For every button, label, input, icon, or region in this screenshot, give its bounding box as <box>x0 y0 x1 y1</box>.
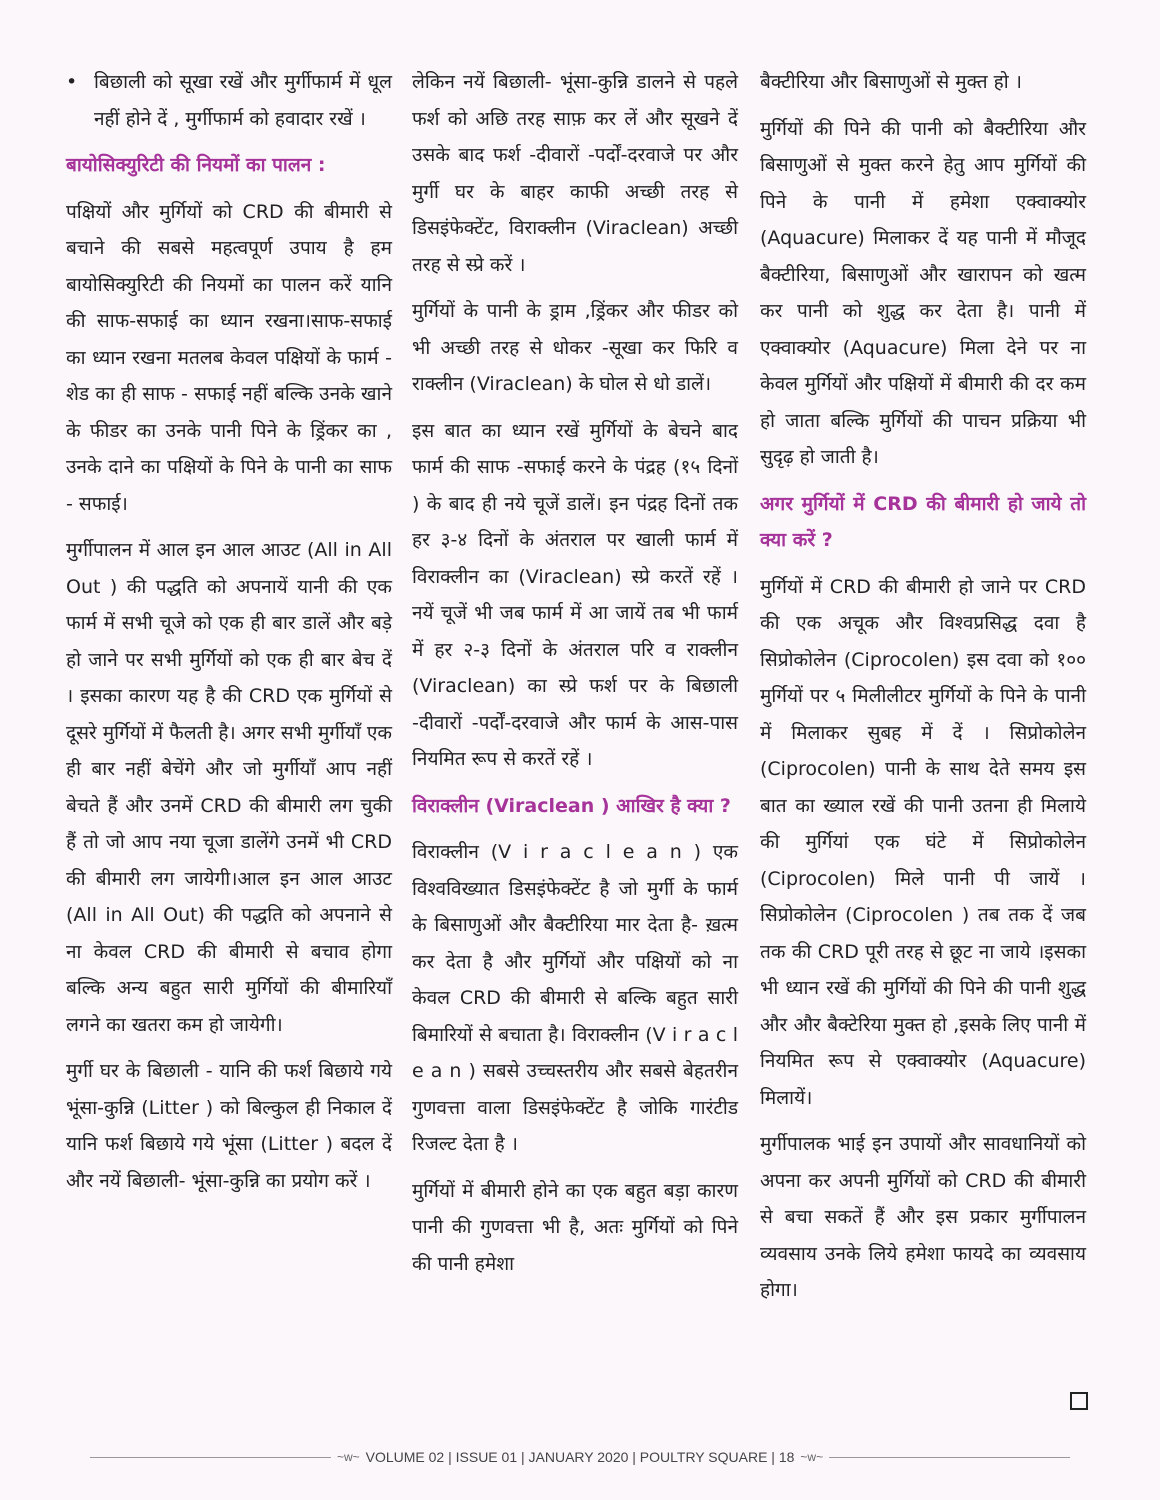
paragraph: मुर्गीपालक भाई इन उपायों और सावधानियों को अपना कर अपनी मुर्गियों को CRD की बीमारी से बचा सकतें हैं और इस प्रकार मुर्गीपालन व्यवसाय उनके लिये हमेशा फायदे का व्यवसाय होगा। <box>760 1133 1086 1301</box>
paragraph: मुर्गियों में बीमारी होने का एक बहुत बड़ा कारण पानी की गुणवत्ता भी है, अतः मुर्गियों को पिने की पानी हमेशा <box>412 1179 738 1275</box>
bullet-dot-icon: • <box>66 71 78 93</box>
bullet-text: बिछाली को सूखा रखें और मुर्गीफार्म में धूल नहीं होने दें , मुर्गीफार्म को हवादार रखें । <box>94 71 392 130</box>
column-1 <box>66 64 392 1209</box>
paragraph: इस बात का ध्यान रखें मुर्गियों के बेचने बाद फार्म की साफ -सफाई करने के पंद्रह (१५ दिनों ) के बाद ही नये चूजें डालें। इन पंद्रह दिनों तक हर ३-४ दिनों के अंतराल पर खाली फार्म में विराक्लीन का (Viraclean) स्प्रे करतें रहें । नयें चूजें भी जब फार्म में आ जायें तब भी फार्म में हर २-३ दिनों के अंतराल परि व राक्लीन (Viraclean) का स्प्रे फर्श पर के बिछाली -दीवारों -पर्दों-दरवाजे और फार्म के आस-पास नियमित रूप से करतें रहें । <box>412 419 738 770</box>
bullet-item <box>66 64 392 137</box>
page-footer <box>90 1446 1070 1468</box>
paragraph: मुर्गियों के पानी के ड्राम ,ड्रिंकर और फीडर को भी अच्छी तरह से धोकर -सूखा कर फिरि व राक्लीन (Viraclean) के घोल से धो डालें। <box>412 300 738 395</box>
footer-text: VOLUME 02 | ISSUE 01 | JANUARY 2020 | POULTRY SQUARE | 18 <box>365 1449 795 1465</box>
footer-ornament-icon: ~w~ <box>800 1450 824 1464</box>
paragraph: बैक्टीरिया और बिसाणुओं से मुक्त हो । <box>760 71 1022 93</box>
paragraph: पक्षियों और मुर्गियों को CRD की बीमारी से बचाने की सबसे महत्वपूर्ण उपाय है हम बायोसिक्युरिटी की नियमों का पालन करें यानि की साफ-सफाई का ध्यान रखना।साफ-सफाई का ध्यान रखना मतलब केवल पक्षियों के फार्म - शेड का ही साफ - सफाई नहीं बल्कि उनके खाने के फीडर का उनके पानी पिने के ड्रिंकर का , उनके दाने का पक्षियों के पिने के पानी का साफ - सफाई। <box>66 200 392 515</box>
footer-ornament-icon: ~w~ <box>336 1450 360 1464</box>
footer-rule-left <box>90 1457 331 1458</box>
paragraph: विराक्लीन (V i r a c l e a n ) एक विश्वविख्यात डिसइंफेक्टेंट है जो मुर्गी के फार्म के बिसाणुओं और बैक्टीरिया मार देता है- ख़त्म कर देता है और मुर्गियों और पक्षियों को ना केवल CRD की बीमारी से बल्कि बहुत सारी बिमारियों से बचाता है। विराक्लीन (V i r a c l e a n ) सबसे उच्चस्तरीय और सबसे बेहतरीन गुणवत्ता वाला डिसइंफेक्टेंट है जोकि गारंटीड रिजल्ट देता है । <box>412 841 738 1155</box>
column-3 <box>760 64 1086 1319</box>
end-of-article-icon <box>1070 1392 1088 1410</box>
paragraph: मुर्गीपालन में आल इन आल आउट (All in All Out ) की पद्धति को अपनायें यानी की एक फार्म में सभी चूजे को एक ही बार डालें और बड़े हो जाने पर सभी मुर्गियों को एक ही बार बेच दें । इसका कारण यह है की CRD एक मुर्गियों से दूसरे मुर्गियों में फैलती है। अगर सभी मुर्गीयाँ एक ही बार नहीं बेचेंगे और जो मुर्गीयाँ आप नहीं बेचते हैं और उनमें CRD की बीमारी लग चुकी हैं तो जो आप नया चूजा डालेंगे उनमें भी CRD की बीमारी लग जायेगी।आल इन आल आउट (All in All Out) की पद्धति को अपनाने से ना केवल CRD की बीमारी से बचाव होगा बल्कि अन्य बहुत सारी मुर्गियों की बीमारियाँ लगने का खतरा कम हो जायेगी। <box>66 539 393 1036</box>
section-heading-crd-treatment: अगर मुर्गियों में CRD की बीमारी हो जाये तो क्या करें ? <box>760 492 1086 551</box>
section-heading-viraclean: विराक्लीन (Viraclean ) आखिर है क्या ? <box>412 794 731 817</box>
paragraph: मुर्गियों में CRD की बीमारी हो जाने पर CRD की एक अचूक और विश्वप्रसिद्ध दवा है सिप्रोकोलेन (Ciprocolen) इस दवा को १०० मुर्गियों पर ५ मिलीलीटर मुर्गियों के पिने के पानी में मिलाकर सुबह में दें । सिप्रोकोलेन (Ciprocolen) पानी के साथ देते समय इस बात का ख्याल रखें की पानी उतना ही मिलाये की मुर्गियां एक घंटे में सिप्रोकोलेन (Ciprocolen) मिले पानी पी जायें ।सिप्रोकोलेन (Ciprocolen ) तब तक दें जब तक की CRD पूरी तरह से छूट ना जाये ।इसका भी ध्यान रखें की मुर्गियों की पिने की पानी शुद्ध और और बैक्टेरिया मुक्त हो ,इसके लिए पानी में नियमित रूप से एक्वाक्योर (Aquacure) मिलायें। <box>760 575 1086 1109</box>
paragraph: मुर्गियों की पिने की पानी को बैक्टीरिया और बिसाणुओं से मुक्त करने हेतु आप मुर्गियों की पिने के पानी में हमेशा एक्वाक्योर (Aquacure) मिलाकर दें यह पानी में मौजूद बैक्टीरिया, बिसाणुओं और खारापन को खत्म कर पानी को शुद्ध कर देता है। पानी में एक्वाक्योर (Aquacure) मिला देने पर ना केवल मुर्गियों और पक्षियों में बीमारी की दर कम हो जाता बल्कि मुर्गियों की पाचन प्रक्रिया भी सुदृढ़ हो जाती है। <box>760 117 1086 468</box>
footer-rule-right <box>829 1457 1070 1458</box>
paragraph: मुर्गी घर के बिछाली - यानि की फर्श बिछाये गये भूंसा-कुन्नि (Litter ) को बिल्कुल ही निकाल दें यानि फर्श बिछाये गये भूंसा (Litter ) बदल दें और नयें बिछाली- भूंसा-कुन्नि का प्रयोग करें । <box>66 1060 392 1192</box>
paragraph: लेकिन नयें बिछाली- भूंसा-कुन्नि डालने से पहले फर्श को अछि तरह साफ़ कर लें और सूखने दें उसके बाद फर्श -दीवारों -पर्दों-दरवाजे पर और मुर्गी घर के बाहर काफी अच्छी तरह से डिसइंफेक्टेंट, विराक्लीन (Viraclean) अच्छी तरह से स्प्रे करें । <box>412 71 738 276</box>
section-heading-biosecurity: बायोसिक्युरिटी की नियमों का पालन : <box>66 154 326 176</box>
column-2 <box>412 64 738 1292</box>
